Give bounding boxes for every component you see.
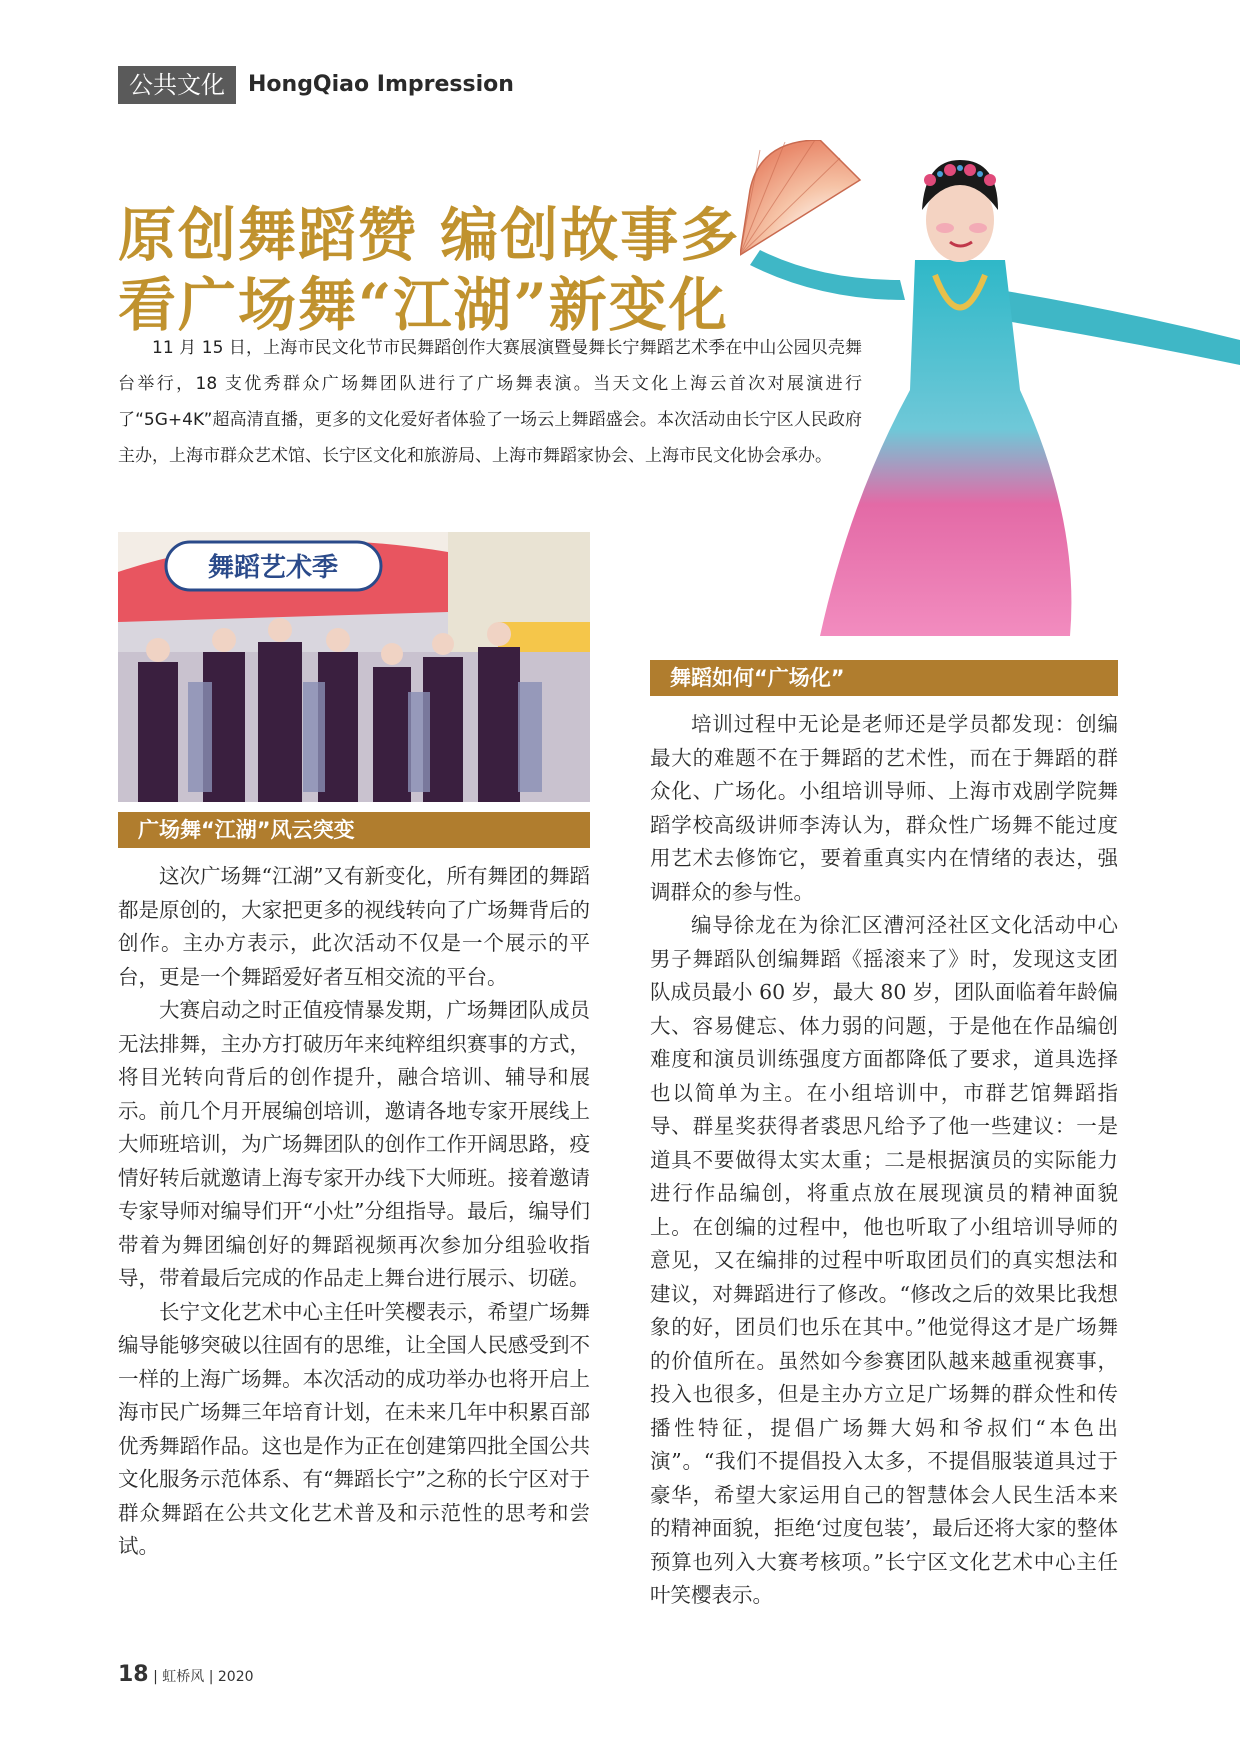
page-number: 18 — [118, 1662, 149, 1687]
left-column-text — [118, 860, 590, 1564]
section-heading-left: 广场舞“江湖”风云突变 — [118, 812, 590, 848]
right-paragraph-1: 培训过程中无论是老师还是学员都发现：创编最大的难题不在于舞蹈的艺术性，而在于舞蹈的群众化、广场化。小组培训导师、上海市戏剧学院舞蹈学校高级讲师李涛认为，群众性广场舞不能过度用艺术去修饰它，要着重真实内在情绪的表达，强调群众的参与性。 — [650, 712, 1118, 904]
section-tag: 公共文化 — [118, 66, 236, 104]
group-dance-photo — [118, 532, 590, 802]
section-heading-right: 舞蹈如何“广场化” — [650, 660, 1118, 696]
right-column-text — [650, 708, 1118, 1613]
page-footer: 18 | 虹桥风 | 2020 — [118, 1662, 254, 1687]
issue-year: 2020 — [217, 1669, 254, 1685]
right-paragraph-2: 编导徐龙在为徐汇区漕河泾社区文化活动中心男子舞蹈队创编舞蹈《摇滚来了》时，发现这支团队成员最小 60 岁，最大 80 岁，团队面临着年龄偏大、容易健忘、体力弱的问题，于是他在作品编创难度和演员训练强度方面都降低了要求，道具选择也以简单为主。在小组培训中，市群艺馆舞蹈指导、群星奖获得者裘思凡给予了他一些建议：一是道具不要做得太实太重；二是根据演员的实际能力进行作品编创，将重点放在展现演员的精神面貌上。在创编的过程中，他也听取了小组培训导师的意见，又在编排的过程中听取团员们的真实想法和建议，对舞蹈进行了修改。“修改之后的效果比我想象的好，团员们也乐在其中。”他觉得这才是广场舞的价值所在。虽然如今参赛团队越来越重视赛事，投入也很多，但是主办方立足广场舞的群众性和传播性特征，提倡广场舞大妈和爷叔们“本色出演”。“我们不提倡投入太多，不提倡服装道具过于豪华，希望大家运用自己的智慧体会人民生活本来的精神面貌，拒绝‘过度包装’，最后还将大家的整体预算也列入大赛考核项。”长宁区文化艺术中心主任叶笑樱表示。 — [650, 913, 1118, 1607]
magazine-name: 虹桥风 — [162, 1669, 205, 1685]
left-paragraph-1: 这次广场舞“江湖”又有新变化，所有舞团的舞蹈都是原创的，大家把更多的视线转向了广场舞背后的创作。主办方表示，此次活动不仅是一个展示的平台，更是一个舞蹈爱好者互相交流的平台。 — [118, 864, 590, 989]
stage-banner-text: 舞蹈艺术季 — [207, 553, 339, 583]
left-paragraph-2: 大赛启动之时正值疫情暴发期，广场舞团队成员无法排舞，主办方打破历年来纯粹组织赛事的方式，将目光转向背后的创作提升，融合培训、辅导和展示。前几个月开展编创培训，邀请各地专家开展线上大师班培训，为广场舞团队的创作工作开阔思路，疫情好转后就邀请上海专家开办线下大师班。接着邀请专家导师对编导们开“小灶”分组指导。最后，编导们带着为舞团编创好的舞蹈视频再次参加分组验收指导，带着最后完成的作品走上舞台进行展示、切磋。 — [118, 998, 590, 1290]
section-subtitle: HongQiao Impression — [248, 72, 514, 97]
article-title-line2: 看广场舞“江湖”新变化 — [118, 271, 729, 339]
lead-paragraph: 11 月 15 日，上海市民文化节市民舞蹈创作大赛展演暨曼舞长宁舞蹈艺术季在中山公园贝壳舞台举行，18 支优秀群众广场舞团队进行了广场舞表演。当天文化上海云首次对展演进行了“5G+4K”超高清直播，更多的文化爱好者体验了一场云上舞蹈盛会。本次活动由长宁区人民政府主办，上海市群众艺术馆、长宁区文化和旅游局、上海市舞蹈家协会、上海市民文化协会承办。 — [118, 338, 862, 466]
left-paragraph-3: 长宁文化艺术中心主任叶笑樱表示，希望广场舞编导能够突破以往固有的思维，让全国人民感受到不一样的上海广场舞。本次活动的成功举办也将开启上海市民广场舞三年培育计划，在未来几年中积累百部优秀舞蹈作品。这也是作为正在创建第四批全国公共文化服务示范体系、有“舞蹈长宁”之称的长宁区对于群众舞蹈在公共文化艺术普及和示范性的思考和尝试。 — [118, 1299, 590, 1558]
article-title-line1: 原创舞蹈赞 编创故事多 — [118, 201, 741, 269]
